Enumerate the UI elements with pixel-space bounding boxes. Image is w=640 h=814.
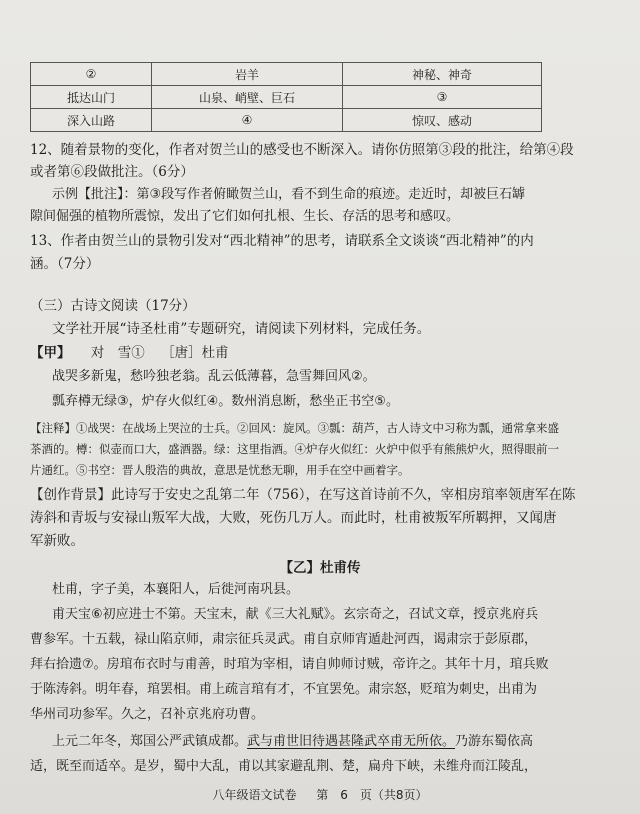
page-footer <box>0 786 640 803</box>
question-12-line-2: 或者第⑥段做批注。（6分） <box>30 164 194 180</box>
question-13-line-1: 13、作者由贺兰山的景物引发对“西北精神”的思考，请联系全文谈谈“西北精神”的内 <box>30 233 534 249</box>
task-instruction: 文学社开展“诗圣杜甫”专题研究，请阅读下列材料，完成任务。 <box>52 321 431 337</box>
biography-line-1: 杜甫，字子美，本襄阳人，后徙河南巩县。 <box>52 582 300 597</box>
table-cell: ③ <box>343 86 542 109</box>
biography-line-6: 华州司功参军。久之，召补京兆府功曹。 <box>30 707 265 722</box>
example-annotation-line-1: 示例【批注】：第③段写作者俯瞰贺兰山，看不到生命的痕迹。走近时，却被巨石罅 <box>52 187 526 202</box>
exam-name: 八年级语文试卷 <box>212 788 297 802</box>
table-cell: ④ <box>152 109 343 132</box>
poem-title: 对 雪① <box>90 345 145 361</box>
table-row <box>31 86 542 109</box>
table-cell: 神秘、神奇 <box>343 63 542 86</box>
notes-line-2: 茶酒的。樽：似壶而口大，盛酒器。绿：这里指酒。④炉存火似红：火炉中似乎有熊熊炉火，照得眼前一 <box>30 442 559 456</box>
biography-line-4: 拜右拾遗⑦。房琯布衣时与甫善，时琯为宰相，请自帅师讨贼，帝许之。其年十月，琯兵败 <box>30 657 549 672</box>
last-para-lead: 上元二年冬，郑国公严武镇成都。 <box>52 734 248 749</box>
biography-line-5: 于陈涛斜。明年春，琯罢相。甫上疏言琯有才，不宜罢免。肃宗怒，贬琯为刺史，出甫为 <box>30 682 538 697</box>
table-cell: 抵达山门 <box>31 86 152 109</box>
biography-last-para-line-2: 适，既至而适卒。是岁，蜀中大乱，甫以其家避乱荆、楚，扁舟下峡，未维舟而江陵乱， <box>30 759 538 774</box>
table-cell: 深入山路 <box>31 109 152 132</box>
page-number: 第 6 页（共8页） <box>316 788 428 802</box>
example-annotation-line-2: 隙间倔强的植物所震惊，发出了它们如何扎根、生长、存活的思考和感叹。 <box>30 209 460 224</box>
notes-line-3: 片通红。⑤书空：晋人殷浩的典故，意思是忧愁无聊，用手在空中画着字。 <box>30 463 410 477</box>
last-para-tail: 乃游东蜀依高 <box>455 734 534 749</box>
table-cell: 惊叹、感动 <box>343 109 542 132</box>
background-line-1: 【创作背景】此诗写于安史之乱第二年（756），在写这首诗前不久，宰相房琯率领唐军在陈 <box>30 487 576 503</box>
table-cell: 岩羊 <box>152 63 343 86</box>
biography-line-3: 曹参军。十五载，禄山陷京师，肃宗征兵灵武。甫自京师宵遁赴河西，谒肃宗于彭原郡， <box>30 632 538 647</box>
material-tag-jia: 【甲】 <box>30 345 71 361</box>
background-line-3: 军新败。 <box>30 533 84 549</box>
table-row <box>31 109 542 132</box>
biography-title: 【乙】杜甫传 <box>279 560 361 576</box>
poem-author: ［唐］杜甫 <box>161 345 229 361</box>
biography-line-2: 甫天宝⑥初应进士不第。天宝末，献《三大礼赋》。玄宗奇之，召试文章，授京兆府兵 <box>52 607 539 622</box>
table-cell: ② <box>31 63 152 86</box>
question-13-line-2: 涵。（7分） <box>30 256 100 272</box>
poem-line-1: 战哭多新鬼，愁吟独老翁。乱云低薄暮，急雪舞回风②。 <box>52 369 376 384</box>
biography-last-para-line-1 <box>52 733 533 751</box>
poem-line-2: 瓢弃樽无绿③，炉存火似红④。数州消息断，愁坐正书空⑤。 <box>52 394 399 409</box>
table-cell: 山泉、峭壁、巨石 <box>152 86 343 109</box>
notes-line-1: 【注释】①战哭：在战场上哭泣的士兵。②回风：旋风。③瓢：葫芦，古人诗文中习称为瓢，通常拿来盛 <box>30 421 559 435</box>
scenery-feeling-table <box>30 62 542 132</box>
question-12-line-1: 12、随着景物的变化，作者对贺兰山的感受也不断深入。请你仿照第③段的批注，给第④段 <box>30 142 574 158</box>
poem-heading <box>30 344 229 362</box>
underlined-sentence: 武与甫世旧待遇甚隆武卒甫无所依。 <box>247 734 456 749</box>
background-line-2: 涛斜和青坂与安禄山叛军大战，大败，死伤几万人。而此时，杜甫被叛军所羁押，又闻唐 <box>30 510 557 526</box>
table-row <box>31 63 542 86</box>
section-heading: （三）古诗文阅读（17分） <box>30 298 196 314</box>
